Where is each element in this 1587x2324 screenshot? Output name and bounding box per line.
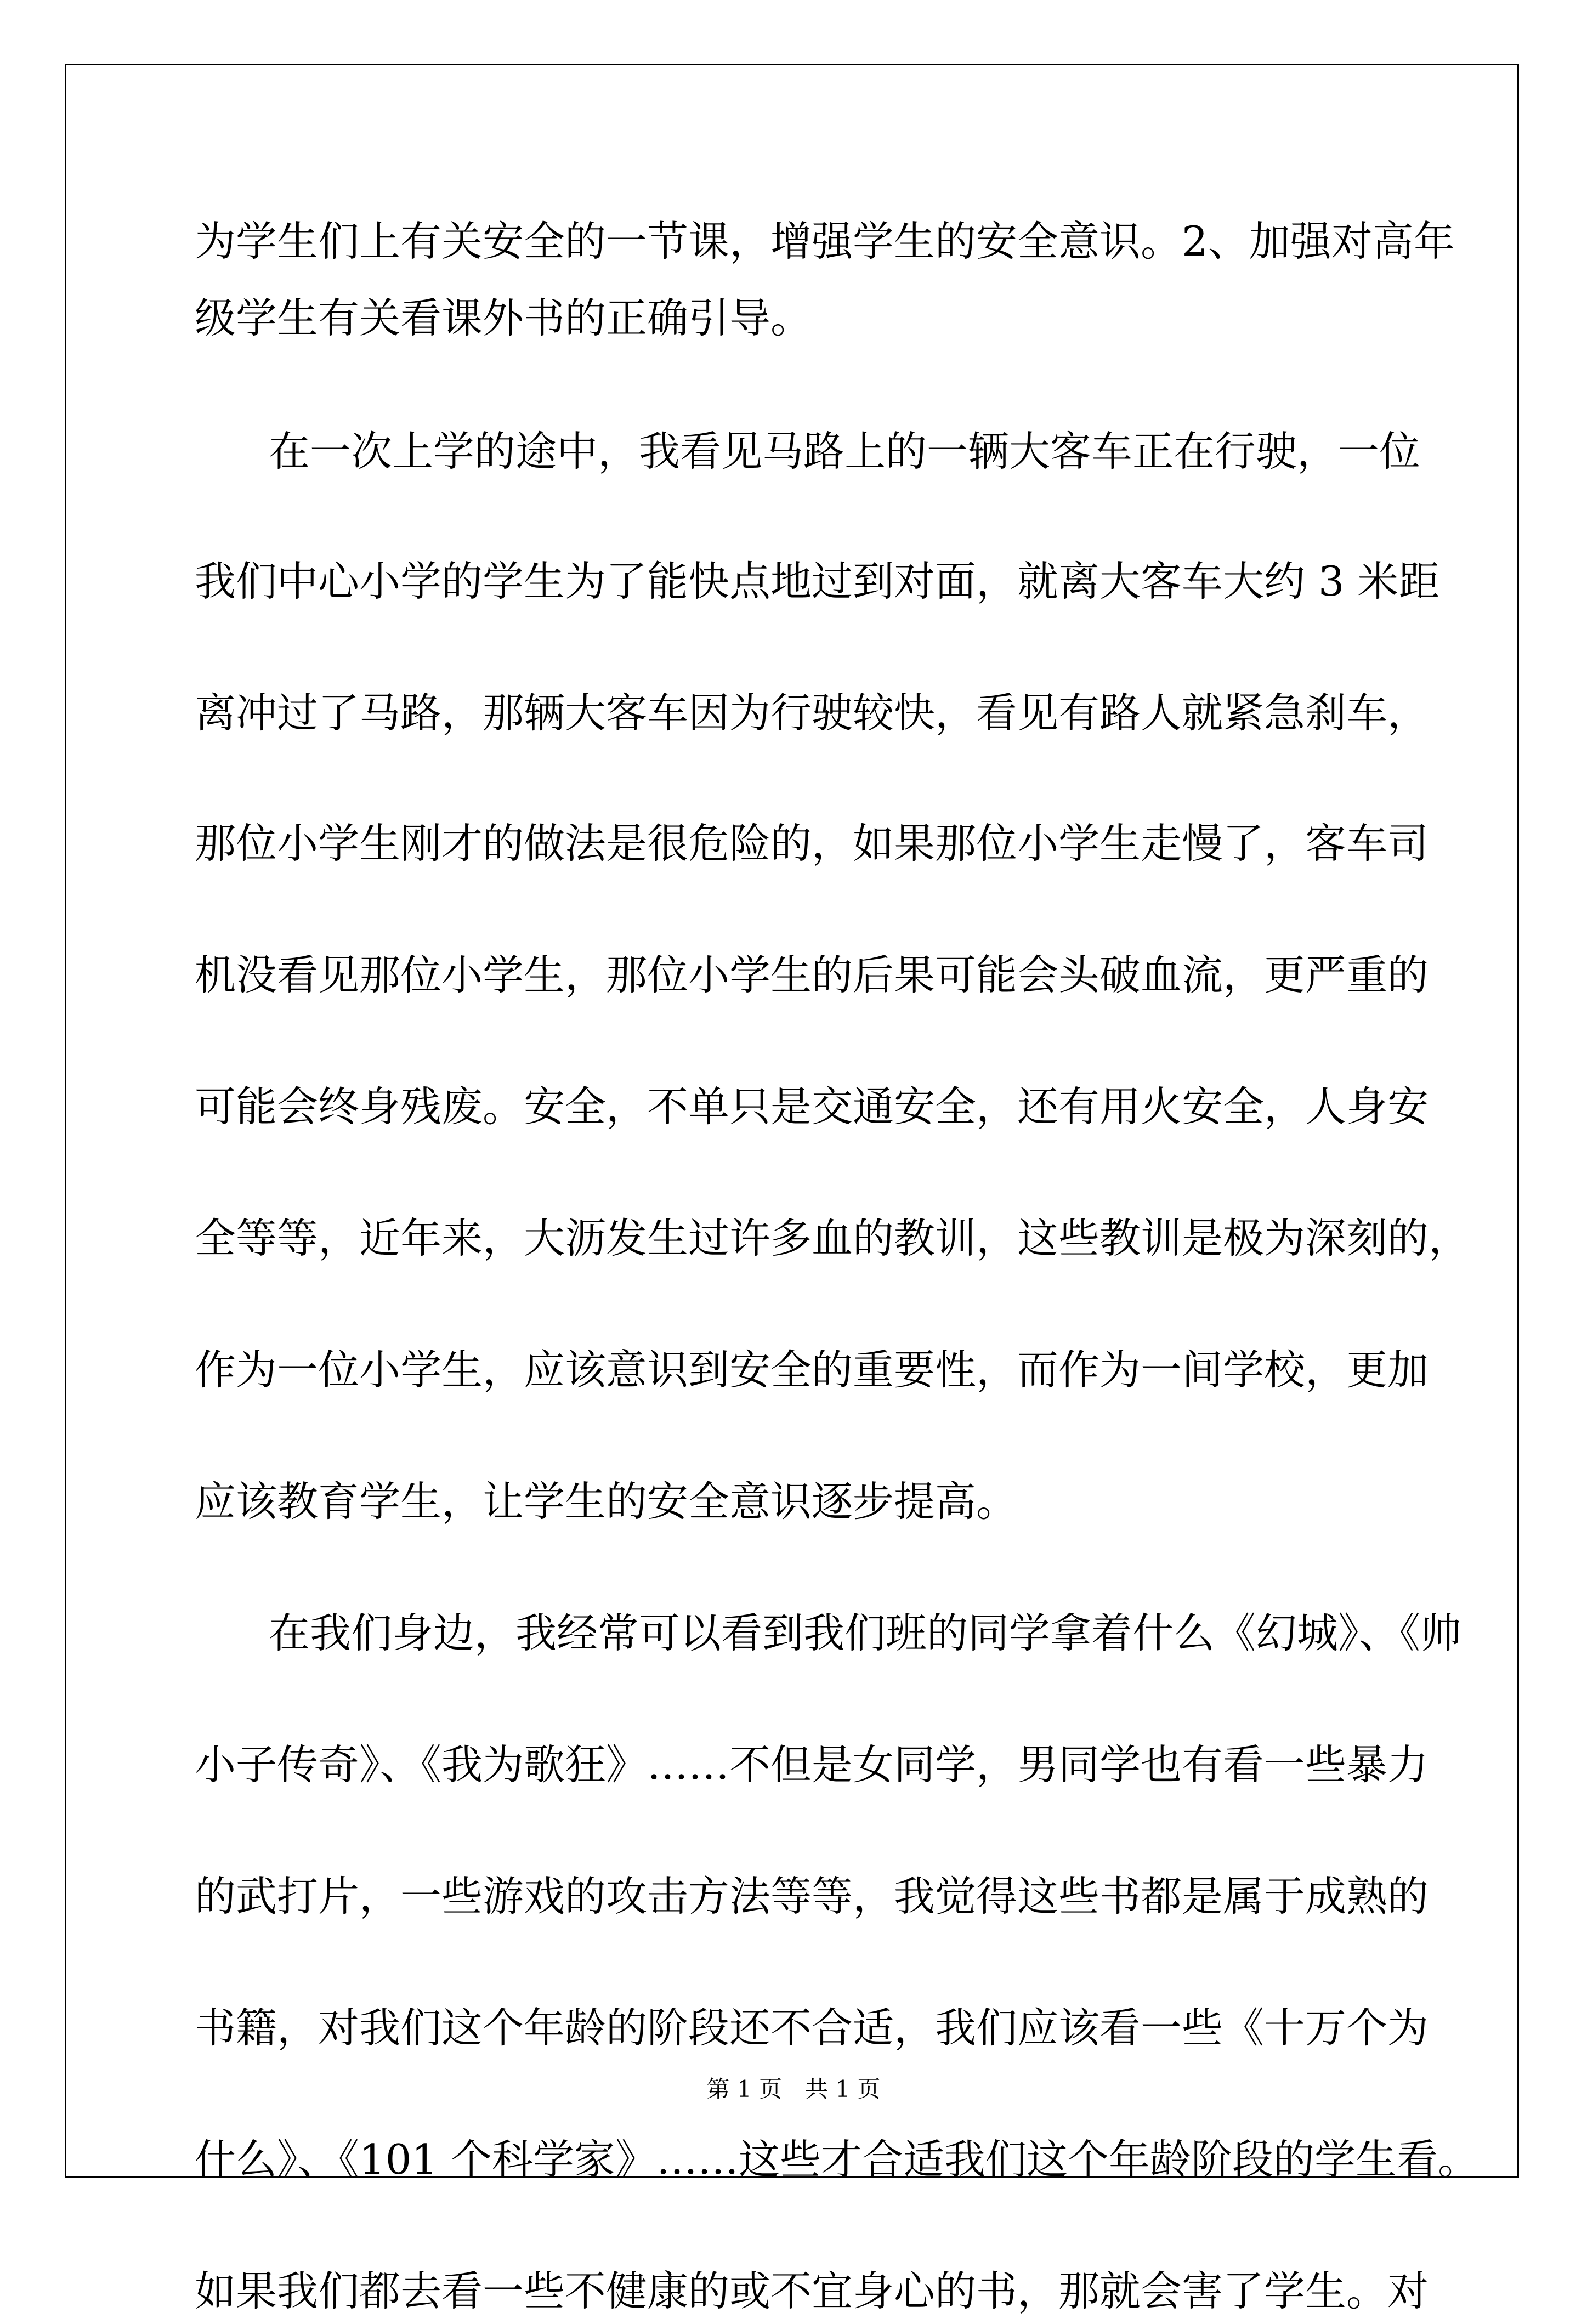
text-line: 机没看见那位小学生，那位小学生的后果可能会头破血流，更严重的	[195, 951, 1429, 999]
text-line: 级学生有关看课外书的正确引导。	[195, 294, 812, 342]
text-line: 那位小学生刚才的做法是很危险的，如果那位小学生走慢了，客车司	[195, 819, 1429, 868]
text-line: 如果我们都去看一些不健康的或不宜身心的书，那就会害了学生。对	[195, 2267, 1429, 2315]
text-line: 全等等，近年来，大沥发生过许多血的教训，这些教训是极为深刻的，	[195, 1214, 1470, 1262]
text-line: 什么》、《101 个科学家》……这些才合适我们这个年龄阶段的学生看。	[195, 2135, 1479, 2184]
text-line: 离冲过了马路，那辆大客车因为行驶较快，看见有路人就紧急刹车，	[195, 689, 1429, 737]
text-line: 书籍，对我们这个年龄的阶段还不合适，我们应该看一些《十万个为	[195, 2004, 1429, 2052]
text-line: 在我们身边，我经常可以看到我们班的同学拿着什么《幻城》、《帅	[269, 1609, 1462, 1657]
page-number-footer: 第 1 页 共 1 页	[706, 2076, 881, 2102]
text-line: 应该教育学生，让学生的安全意识逐步提高。	[195, 1477, 1018, 1526]
text-line: 我们中心小学的学生为了能快点地过到对面，就离大客车大约 3 米距	[195, 557, 1440, 605]
text-line: 的武打片，一些游戏的攻击方法等等，我觉得这些书都是属于成熟的	[195, 1872, 1429, 1920]
text-line: 作为一位小学生，应该意识到安全的重要性，而作为一间学校，更加	[195, 1346, 1429, 1394]
text-line: 为学生们上有关安全的一节课，增强学生的安全意识。2、加强对高年	[195, 217, 1455, 265]
text-line: 小子传奇》、《我为歌狂》……不但是女同学，男同学也有看一些暴力	[195, 1741, 1429, 1789]
text-line: 可能会终身残废。安全，不单只是交通安全，还有用火安全，人身安	[195, 1082, 1429, 1131]
text-line: 在一次上学的途中，我看见马路上的一辆大客车正在行驶，一位	[269, 427, 1421, 475]
